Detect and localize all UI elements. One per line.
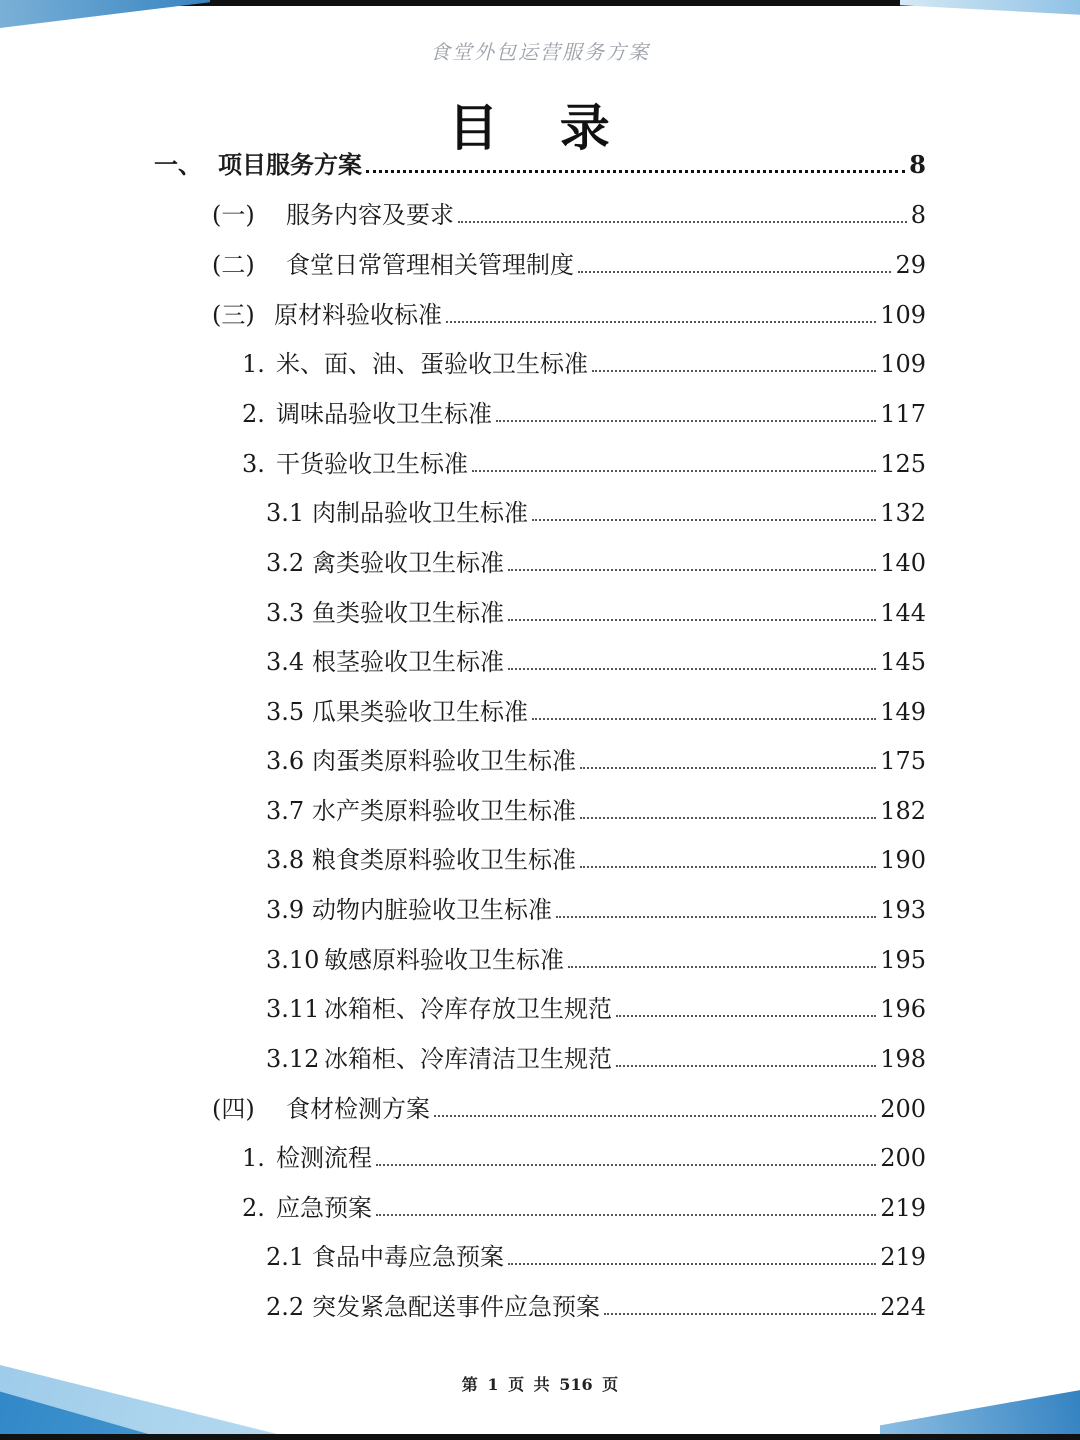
toc-leader — [376, 1164, 876, 1166]
toc-label: 肉蛋类原料验收卫生标准 — [312, 747, 576, 775]
toc-leader — [366, 170, 905, 173]
toc-number: (一) — [212, 201, 255, 229]
toc-leader — [508, 1263, 876, 1265]
toc-number: 3. — [242, 450, 265, 478]
toc-leader — [376, 1214, 876, 1216]
toc-number: 3.2 — [266, 549, 305, 577]
toc-page-number: 200 — [880, 1144, 926, 1172]
toc-entry-1-4-2[interactable] — [242, 1189, 926, 1223]
toc-number: 3.3 — [266, 599, 305, 627]
toc-page-number: 8 — [909, 150, 926, 179]
toc-entry-2-2[interactable] — [266, 1288, 926, 1322]
toc-entry-3-10[interactable] — [266, 941, 926, 975]
toc-page-number: 219 — [880, 1243, 926, 1271]
toc-leader — [616, 1015, 876, 1017]
toc-entry-1-3-3[interactable] — [242, 445, 926, 479]
toc-leader — [532, 519, 876, 521]
toc-leader — [508, 668, 876, 670]
toc-leader — [580, 817, 876, 819]
toc-entry-1-3-2[interactable] — [242, 395, 926, 429]
toc-page-number: 132 — [880, 499, 926, 527]
toc-leader — [616, 1065, 876, 1067]
toc-label: 冰箱柜、冷库清洁卫生规范 — [324, 1045, 612, 1073]
toc-page-number: 29 — [895, 251, 926, 279]
toc-number: 2.1 — [266, 1243, 305, 1271]
toc-entry-1-3[interactable] — [212, 296, 926, 330]
toc-label: 服务内容及要求 — [286, 201, 454, 229]
toc-page-number: 140 — [880, 549, 926, 577]
toc-label: 水产类原料验收卫生标准 — [312, 797, 576, 825]
toc-page-number: 117 — [880, 400, 926, 428]
toc-leader — [472, 470, 876, 472]
page-title: 目 录 — [448, 98, 632, 157]
toc-entry-1-3-1[interactable] — [242, 345, 926, 379]
toc-entry-1-2[interactable] — [212, 246, 926, 280]
toc-number: (三) — [212, 301, 255, 329]
toc-entry-3-8[interactable] — [266, 841, 926, 875]
toc-leader — [568, 966, 876, 968]
toc-label: 瓜果类验收卫生标准 — [312, 698, 528, 726]
toc-entry-3-5[interactable] — [266, 693, 926, 727]
toc-page-number: 224 — [880, 1293, 926, 1321]
toc-label: 动物内脏验收卫生标准 — [312, 896, 552, 924]
toc-number: 3.7 — [266, 797, 305, 825]
toc-label: 根茎验收卫生标准 — [312, 648, 504, 676]
running-header: 食堂外包运营服务方案 — [430, 40, 650, 64]
toc-label: 原材料验收标准 — [274, 301, 442, 329]
toc-number: 3.9 — [266, 896, 305, 924]
toc-number: 一、 — [154, 150, 202, 179]
toc-number: 3.6 — [266, 747, 305, 775]
toc-label: 粮食类原料验收卫生标准 — [312, 846, 576, 874]
toc-entry-3-3[interactable] — [266, 594, 926, 628]
toc-leader — [578, 271, 891, 273]
toc-label: 鱼类验收卫生标准 — [312, 599, 504, 627]
toc-number: 3.11 — [266, 995, 320, 1023]
toc-page-number: 196 — [880, 995, 926, 1023]
toc-leader — [556, 916, 876, 918]
toc-number: 1. — [242, 350, 265, 378]
toc-leader — [496, 420, 876, 422]
toc-label: 检测流程 — [276, 1144, 372, 1172]
toc-label: 食堂日常管理相关管理制度 — [286, 251, 574, 279]
toc-number: 3.1 — [266, 499, 305, 527]
toc-entry-3-6[interactable] — [266, 742, 926, 776]
toc-number: (四) — [212, 1095, 255, 1123]
toc-label: 突发紧急配送事件应急预案 — [312, 1293, 600, 1321]
toc-number: 2. — [242, 1194, 265, 1222]
toc-entry-3-2[interactable] — [266, 544, 926, 578]
toc-label: 调味品验收卫生标准 — [276, 400, 492, 428]
toc-label: 应急预案 — [276, 1194, 372, 1222]
toc-number: 2.2 — [266, 1293, 305, 1321]
toc-label: 肉制品验收卫生标准 — [312, 499, 528, 527]
toc-leader — [604, 1313, 876, 1315]
toc-leader — [446, 321, 876, 323]
toc-number: 3.8 — [266, 846, 305, 874]
toc-entry-3-4[interactable] — [266, 643, 926, 677]
toc-label: 项目服务方案 — [218, 150, 362, 179]
toc-number: 1. — [242, 1144, 265, 1172]
toc-entry-1-4[interactable] — [212, 1090, 926, 1124]
toc-label: 食材检测方案 — [286, 1095, 430, 1123]
toc-page-number: 219 — [880, 1194, 926, 1222]
toc-number: 2. — [242, 400, 265, 428]
toc-number: 3.12 — [266, 1045, 320, 1073]
toc-page-number: 200 — [880, 1095, 926, 1123]
toc-entry-3-7[interactable] — [266, 792, 926, 826]
toc-page-number: 109 — [880, 350, 926, 378]
toc-label: 食品中毒应急预案 — [312, 1243, 504, 1271]
toc-label: 干货验收卫生标准 — [276, 450, 468, 478]
toc-number: 3.4 — [266, 648, 305, 676]
toc-label: 冰箱柜、冷库存放卫生规范 — [324, 995, 612, 1023]
toc-leader — [434, 1115, 876, 1117]
toc-page-number: 145 — [880, 648, 926, 676]
toc-leader — [592, 370, 876, 372]
toc-page-number: 175 — [880, 747, 926, 775]
toc-entry-2-1[interactable] — [266, 1238, 926, 1272]
toc-number: (二) — [212, 251, 255, 279]
toc-label: 敏感原料验收卫生标准 — [324, 946, 564, 974]
toc-entry-3-1[interactable] — [266, 494, 926, 528]
toc-entry-3-12[interactable] — [266, 1040, 926, 1074]
toc-leader — [580, 767, 876, 769]
toc-page-number: 8 — [910, 201, 926, 229]
toc-page-number: 190 — [880, 846, 926, 874]
toc-page-number: 195 — [880, 946, 926, 974]
toc-entry-1[interactable] — [154, 146, 926, 180]
toc-page-number: 193 — [880, 896, 926, 924]
toc-label: 禽类验收卫生标准 — [312, 549, 504, 577]
toc-number: 3.5 — [266, 698, 305, 726]
toc-leader — [532, 718, 876, 720]
toc-entry-3-9[interactable] — [266, 891, 926, 925]
page-footer: 第 1 页 共 516 页 — [461, 1375, 619, 1394]
toc-page-number: 198 — [880, 1045, 926, 1073]
toc-page-number: 144 — [880, 599, 926, 627]
toc-entry-1-4-1[interactable] — [242, 1139, 926, 1173]
toc-page-number: 109 — [880, 301, 926, 329]
toc-leader — [508, 569, 876, 571]
toc-leader — [508, 619, 876, 621]
toc-entry-1-1[interactable] — [212, 196, 926, 230]
toc-page-number: 125 — [880, 450, 926, 478]
toc-number: 3.10 — [266, 946, 320, 974]
toc-leader — [458, 221, 907, 223]
toc-leader — [580, 866, 876, 868]
toc-page-number: 182 — [880, 797, 926, 825]
toc-page-number: 149 — [880, 698, 926, 726]
toc-entry-3-11[interactable] — [266, 990, 926, 1024]
toc-label: 米、面、油、蛋验收卫生标准 — [276, 350, 588, 378]
